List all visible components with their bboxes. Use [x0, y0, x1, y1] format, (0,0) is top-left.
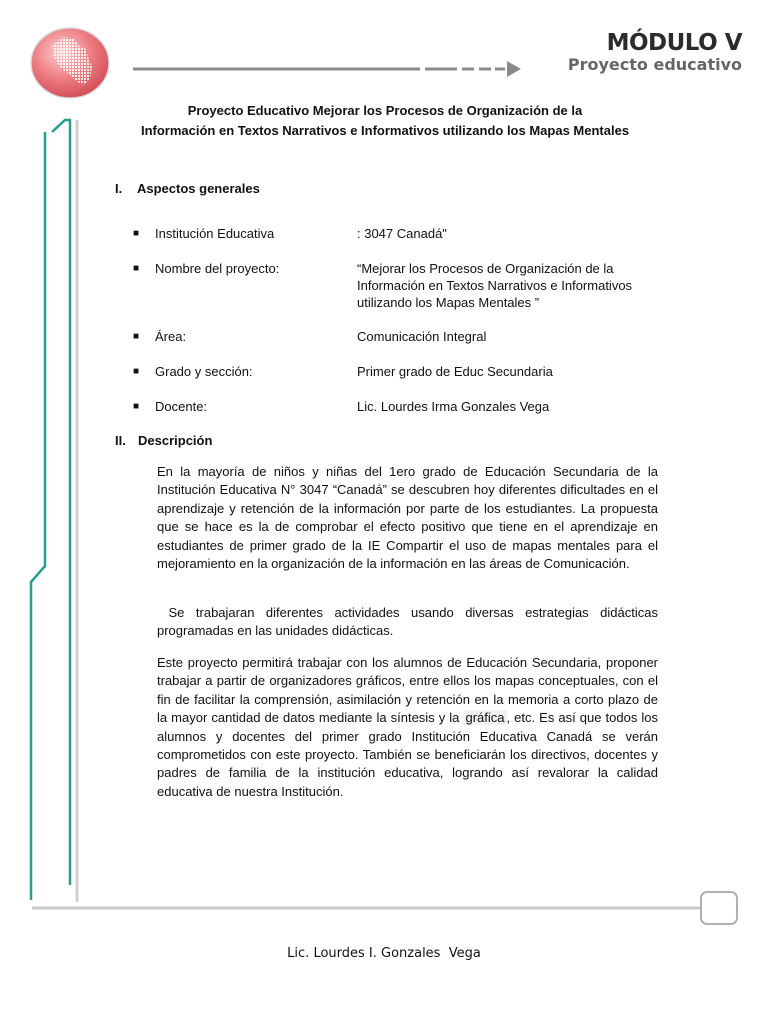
bullet-icon: ■	[133, 366, 140, 377]
module-subtitle: Proyecto educativo	[567, 55, 742, 74]
title-line-1: Proyecto Educativo Mejorar los Procesos de Organización de la	[187, 103, 583, 118]
peru-map-logo-icon	[30, 27, 110, 99]
section-1-number: I.	[115, 181, 123, 196]
bullet-icon: ■	[133, 228, 140, 239]
title-line-2: Información en Textos Narrativos e Informativos utilizando los Mapas Mentales	[140, 123, 630, 138]
description-paragraph-3: Este proyecto permitirá trabajar con los alumnos de Educación Secundaria, proponer trabajar a partir de organizadores gráficos, entre ellos los mapas conceptuales, con el fin de facilitar la comprensión, asimilación y retención en la memoria a corto plazo de la mayor cantidad de datos mediante la síntesis y la gráfica , etc. Es así que todos los alumnos y docentes del primer grado Institución Educativa Canadá se verán comprometidos con este proyecto. También se beneficiarán los directivos, docentes y padres de familia de la institución educativa, logrando así revalorar la calidad educativa de nuestra Institución.	[157, 655, 659, 799]
description-paragraph-2: Se trabajaran diferentes actividades usando diversas estrategias didácticas programadas en las unidades didácticas.	[157, 605, 662, 639]
footer-author: Lic. Lourdes I. Gonzales Vega	[287, 946, 481, 961]
row-value-grado: Primer grado de Educ Secundaria	[357, 364, 553, 379]
bullet-icon: ■	[133, 401, 140, 412]
description-paragraph-1: En la mayoría de niños y niñas del 1ero grado de Educación Secundaria de la Institución Educativa N° 3047 “Canadá” se descubren hoy diferentes dificultades en el aprendizaje y retención de la información por parte de los estudiantes. La propuesta que se hace es la de comprobar el efecto positivo que tiene en el aprendizaje en estudiantes de primer grado de la IE Compartir el uso de mapas mentales para el mejoramiento en la organización de la información en las áreas de Comunicación.	[157, 464, 658, 572]
row-label-docente: Docente:	[155, 399, 208, 414]
bullet-icon: ■	[133, 263, 140, 274]
row-label-grado: Grado y sección:	[155, 364, 253, 379]
highlighted-word: gráfica	[465, 710, 505, 726]
row-label-area: Área:	[155, 329, 187, 344]
row-value-docente: Lic. Lourdes Irma Gonzales Vega	[357, 399, 550, 414]
document-title	[100, 101, 670, 141]
section-2-heading: Descripción	[138, 433, 213, 448]
module-title: MÓDULO V	[606, 30, 742, 56]
section-2-number: II.	[115, 433, 126, 448]
row-value-area: Comunicación Integral	[357, 329, 487, 344]
row-value-institucion: : 3047 Canadá"	[357, 226, 447, 241]
row-label-nombre: Nombre del proyecto:	[155, 261, 280, 276]
bullet-icon: ■	[133, 331, 140, 342]
row-label-institucion: Institución Educativa	[155, 226, 275, 241]
section-1-heading: Aspectos generales	[137, 181, 260, 196]
row-value-nombre: “Mejorar los Procesos de Organización de la Información en Textos Narrativos e Informativos utilizando los Mapas Mentales ”	[357, 261, 633, 310]
